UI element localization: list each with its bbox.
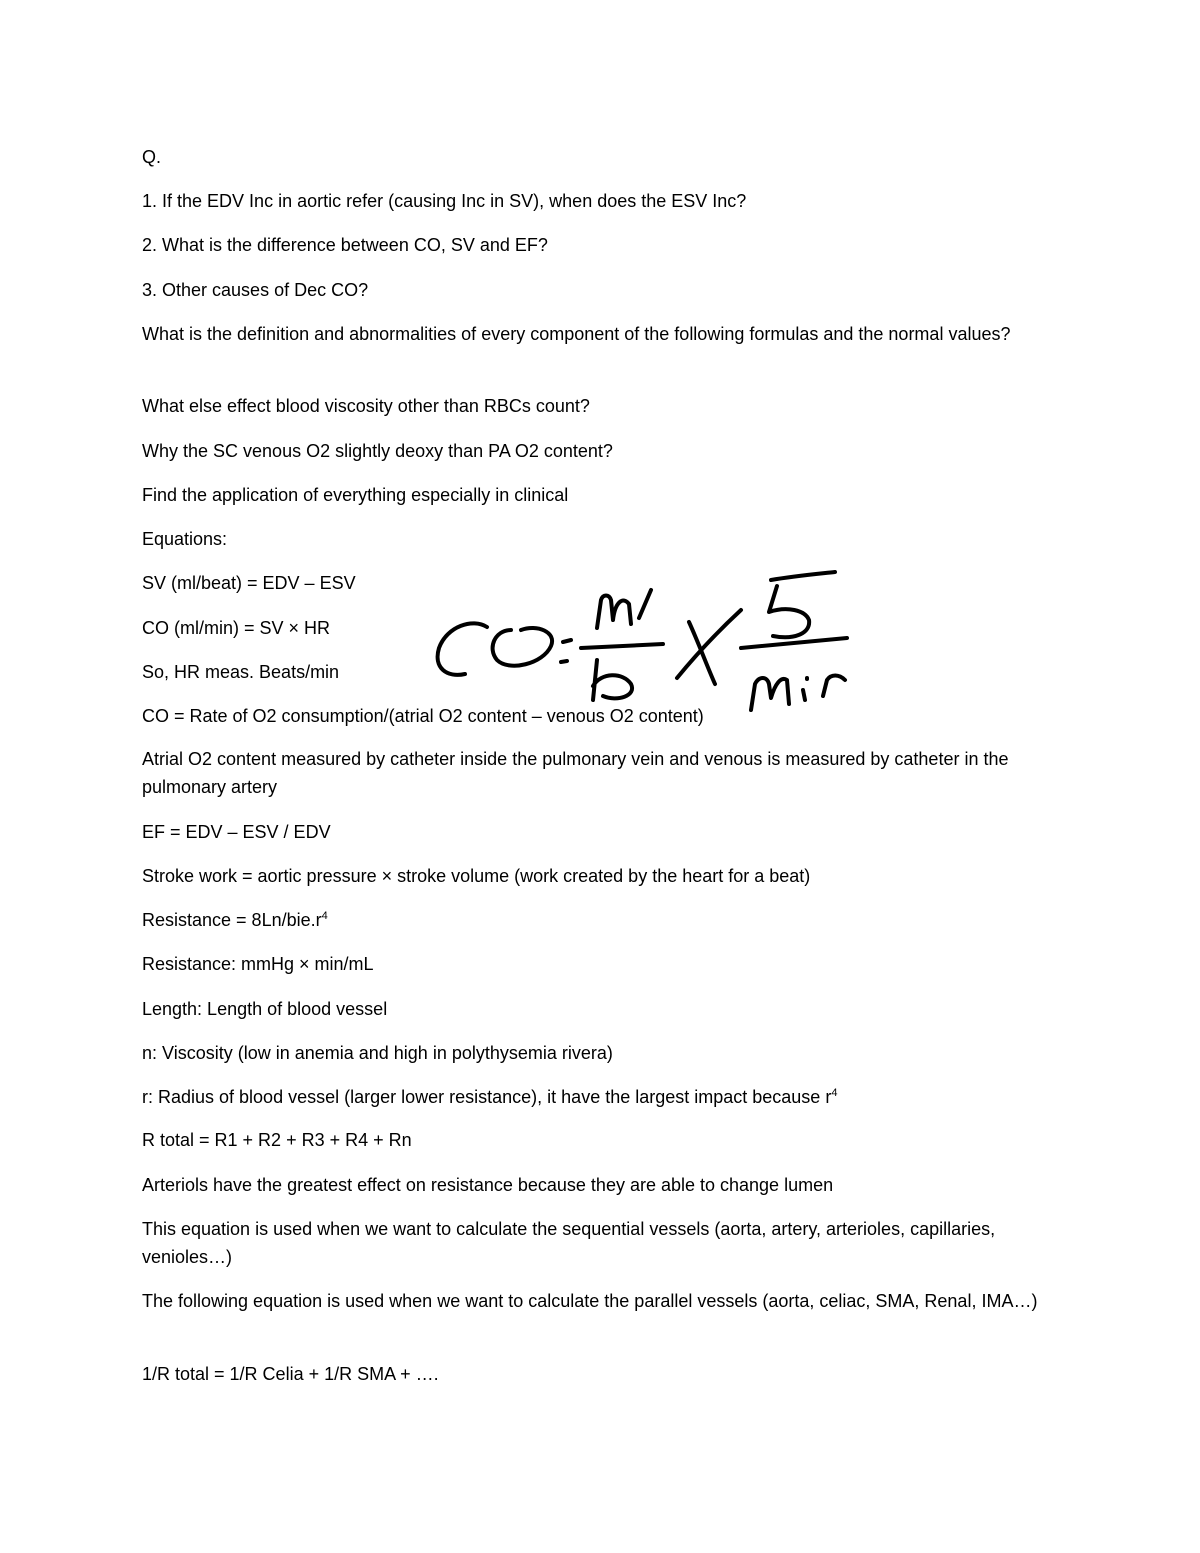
note-resistance-units: Resistance: mmHg × min/mL [142, 954, 374, 974]
note-catheter: Atrial O2 content measured by catheter inside the pulmonary vein and venous is measured by catheter in the pulmonary artery [142, 749, 1009, 797]
handwritten-i-stem [803, 690, 805, 700]
handwritten-fraction-bar-2 [741, 638, 847, 648]
handwritten-m [597, 596, 631, 629]
handwritten-o [493, 628, 553, 666]
equation-co-fick: CO = Rate of O2 consumption/(atrial O2 content – venous O2 content) [142, 706, 704, 726]
question-viscosity: What else effect blood viscosity other than RBCs count? [142, 396, 590, 416]
handwritten-equals-bottom [561, 661, 567, 662]
question-1: 1. If the EDV Inc in aortic refer (causing Inc in SV), when does the ESV Inc? [142, 191, 747, 211]
equation-sv: SV (ml/beat) = EDV – ESV [142, 573, 356, 593]
handwritten-l [639, 590, 651, 618]
note-length: Length: Length of blood vessel [142, 999, 388, 1019]
handwritten-b-2 [769, 572, 835, 637]
note-sequential-vessels: This equation is used when we want to calculate the sequential vessels (aorta, artery, arterioles, capillaries, venioles…) [142, 1219, 996, 1267]
equations-heading: Equations: [142, 529, 228, 549]
handwritten-b-1 [593, 660, 632, 700]
equation-resistance: Resistance = $8Ln/bie.r^4$ [142, 910, 328, 930]
question-3: 3. Other causes of Dec CO? [142, 280, 369, 300]
note-hr: So, HR meas. Beats/min [142, 662, 340, 682]
question-formula-definitions: What is the definition and abnormalities of every component of the following formulas and the normal values? [142, 324, 1011, 344]
note-viscosity: n: Viscosity (low in anemia and high in polythysemia rivera) [142, 1043, 613, 1063]
note-parallel-vessels: The following equation is used when we want to calculate the parallel vessels (aorta, celiac, SMA, Renal, IMA…) [142, 1291, 1038, 1311]
question-heading: Q. [142, 147, 162, 167]
handwritten-co-annotation [425, 560, 865, 725]
equation-r-total-series: R total = R1 + R2 + R3 + R4 + Rn [142, 1130, 412, 1150]
handwritten-m-2 [751, 678, 789, 710]
note-application: Find the application of everything especially in clinical [142, 485, 569, 505]
equation-co: CO (ml/min) = SV × HR [142, 618, 331, 638]
equation-ef: EF = EDV – ESV / EDV [142, 822, 331, 842]
superscript: 4 [321, 910, 328, 922]
superscript: 4 [831, 1087, 838, 1099]
equation-r-total-parallel: 1/R total = 1/R Celia + 1/R SMA + …. [142, 1364, 439, 1384]
handwritten-fraction-bar-1 [581, 644, 663, 648]
handwritten-c [438, 623, 487, 675]
handwritten-times-b [689, 622, 715, 684]
handwritten-equals-top [563, 640, 571, 642]
note-arterioles: Arteriols have the greatest effect on resistance because they are able to change lumen [142, 1175, 834, 1195]
question-sc-venous: Why the SC venous O2 slightly deoxy than PA O2 content? [142, 441, 613, 461]
note-radius: r: Radius of blood vessel (larger lower resistance), it have the largest impact because $r^4$ [142, 1087, 838, 1107]
question-2: 2. What is the difference between CO, SV and EF? [142, 235, 548, 255]
equation-stroke-work: Stroke work = aortic pressure × stroke volume (work created by the heart for a beat) [142, 866, 811, 886]
handwritten-n [823, 676, 845, 697]
